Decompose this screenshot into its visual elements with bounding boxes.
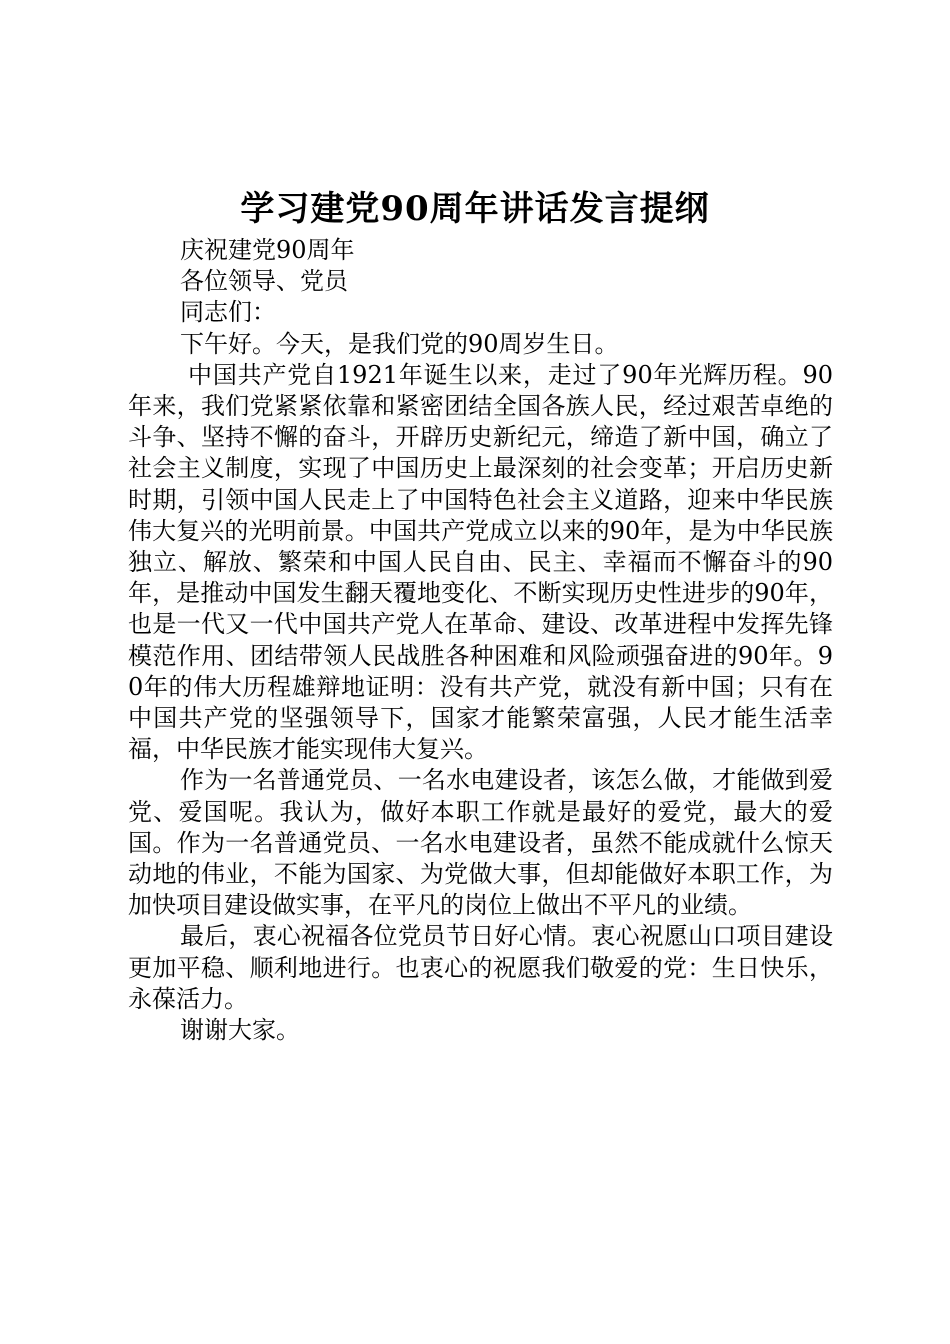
paragraph-history: 中国共产党自1921年诞生以来，走过了90年光辉历程。90年来，我们党紧紧依靠和紧密团结全国各族人民，经过艰苦卓绝的斗争、坚持不懈的奋斗，开辟历史新纪元，缔造了新中国，确立了社会主义制度，实现了中国历史上最深刻的社会变革；开启历史新时期，引领中国人民走上了中国特色社会主义道路，迎来中华民族伟大复兴的光明前景。中国共产党成立以来的90年，是为中华民族独立、解放、繁荣和中国人民自由、民主、幸福而不懈奋斗的90年，是推动中国发生翻天覆地变化、不断实现历史性进步的90年，也是一代又一代中国共产党人在革命、建设、改革进程中发挥先锋模范作用、团结带领人民战胜各种困难和风险顽强奋进的90年。90年的伟大历程雄辩地证明：没有共产党，就没有新中国；只有在中国共产党的坚强领导下，国家才能繁荣富强，人民才能生活幸福，中华民族才能实现伟大复兴。 bbox=[128, 360, 833, 764]
paragraph-salutation-comrades: 同志们： bbox=[180, 298, 276, 327]
paragraph-greeting-occasion: 庆祝建党90周年 bbox=[180, 236, 355, 264]
document-title: 学习建党90周年讲话发言提纲 bbox=[240, 189, 710, 229]
paragraph-duty: 作为一名普通党员、一名水电建设者，该怎么做，才能做到爱党、爱国呢。我认为，做好本职工作就是最好的爱党，最大的爱国。作为一名普通党员、一名水电建设者，虽然不能成就什么惊天动地的伟业，不能为国家、为党做大事，但却能做好本职工作，为加快项目建设做实事，在平凡的岗位上做出不平凡的业绩。 bbox=[128, 766, 833, 920]
paragraph-thanks: 谢谢大家。 bbox=[180, 1016, 300, 1045]
paragraph-opening: 下午好。今天，是我们党的90周岁生日。 bbox=[180, 329, 619, 358]
document-body bbox=[128, 235, 833, 1046]
paragraph-salutation-leaders: 各位领导、党员 bbox=[180, 267, 348, 296]
paragraph-closing-wishes: 最后，衷心祝福各位党员节日好心情。衷心祝愿山口项目建设更加平稳、顺利地进行。也衷心的祝愿我们敬爱的党：生日快乐，永葆活力。 bbox=[128, 922, 833, 1013]
